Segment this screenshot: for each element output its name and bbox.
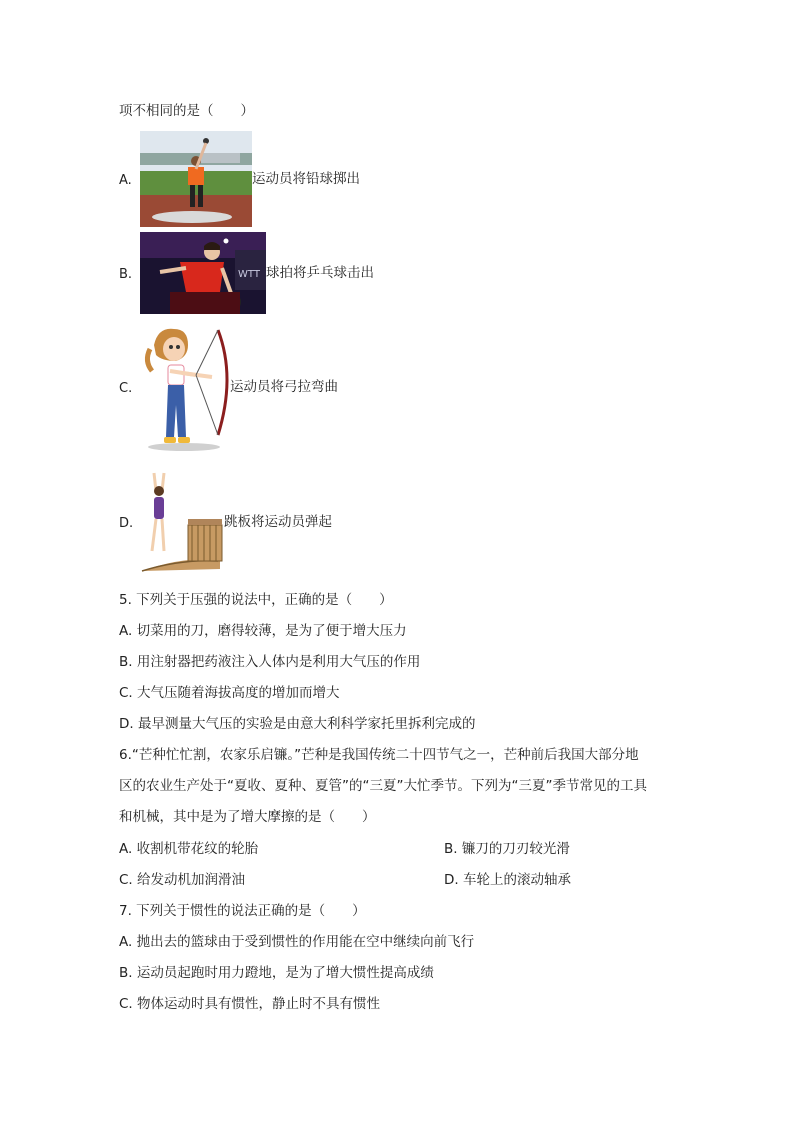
q6-stem-line-1: 6.“芒种忙忙割，农家乐启镰。”芒种是我国传统二十四节气之一，芒种前后我国大部分地: [119, 747, 639, 763]
q6-option-b: B. 镰刀的刀刃较光滑: [444, 841, 570, 857]
q7-stem: 7. 下列关于惯性的说法正确的是（ ）: [119, 903, 366, 919]
q6-stem-line-2: 区的农业生产处于“夏收、夏种、夏管”的“三夏”大忙季节。下列为“三夏”季节常见的工具: [119, 778, 647, 794]
option-b-text: 球拍将乒乓球击出: [266, 265, 374, 281]
q5-option-c: C. 大气压随着海拔高度的增加而增大: [119, 685, 340, 701]
option-a-text: 运动员将铅球掷出: [252, 171, 360, 187]
q5-option-d: D. 最早测量大气压的实验是由意大利科学家托里拆利完成的: [119, 716, 476, 732]
q7-option-c: C. 物体运动时具有惯性，静止时不具有惯性: [119, 996, 381, 1012]
svg-text:WTT: WTT: [238, 269, 260, 280]
diving-board-drawing: [140, 465, 224, 575]
shot-put-photo: [140, 131, 252, 227]
q6-stem-line-3: 和机械，其中是为了增大摩擦的是（ ）: [119, 809, 376, 825]
question-stem-fragment: 项不相同的是（ ）: [119, 103, 254, 119]
q5-option-b: B. 用注射器把药液注入人体内是利用大气压的作用: [119, 654, 421, 670]
q5-stem: 5. 下列关于压强的说法中，正确的是（ ）: [119, 592, 393, 608]
option-b-letter: B.: [119, 267, 133, 282]
table-tennis-photo: [140, 232, 266, 314]
option-d-text: 跳板将运动员弹起: [224, 514, 332, 530]
q5-option-a: A. 切菜用的刀，磨得较薄，是为了便于增大压力: [119, 623, 407, 639]
q6-option-c: C. 给发动机加润滑油: [119, 872, 246, 888]
archer-drawing: [140, 325, 230, 452]
q7-option-b: B. 运动员起跑时用力蹬地，是为了增大惯性提高成绩: [119, 965, 434, 981]
option-c-letter: C.: [119, 381, 133, 396]
q7-option-a: A. 抛出去的篮球由于受到惯性的作用能在空中继续向前飞行: [119, 934, 475, 950]
option-c-text: 运动员将弓拉弯曲: [230, 379, 338, 395]
option-a-letter: A.: [119, 173, 132, 188]
q6-option-a: A. 收割机带花纹的轮胎: [119, 841, 259, 857]
q6-option-d: D. 车轮上的滚动轴承: [444, 872, 571, 888]
option-d-letter: D.: [119, 516, 134, 531]
